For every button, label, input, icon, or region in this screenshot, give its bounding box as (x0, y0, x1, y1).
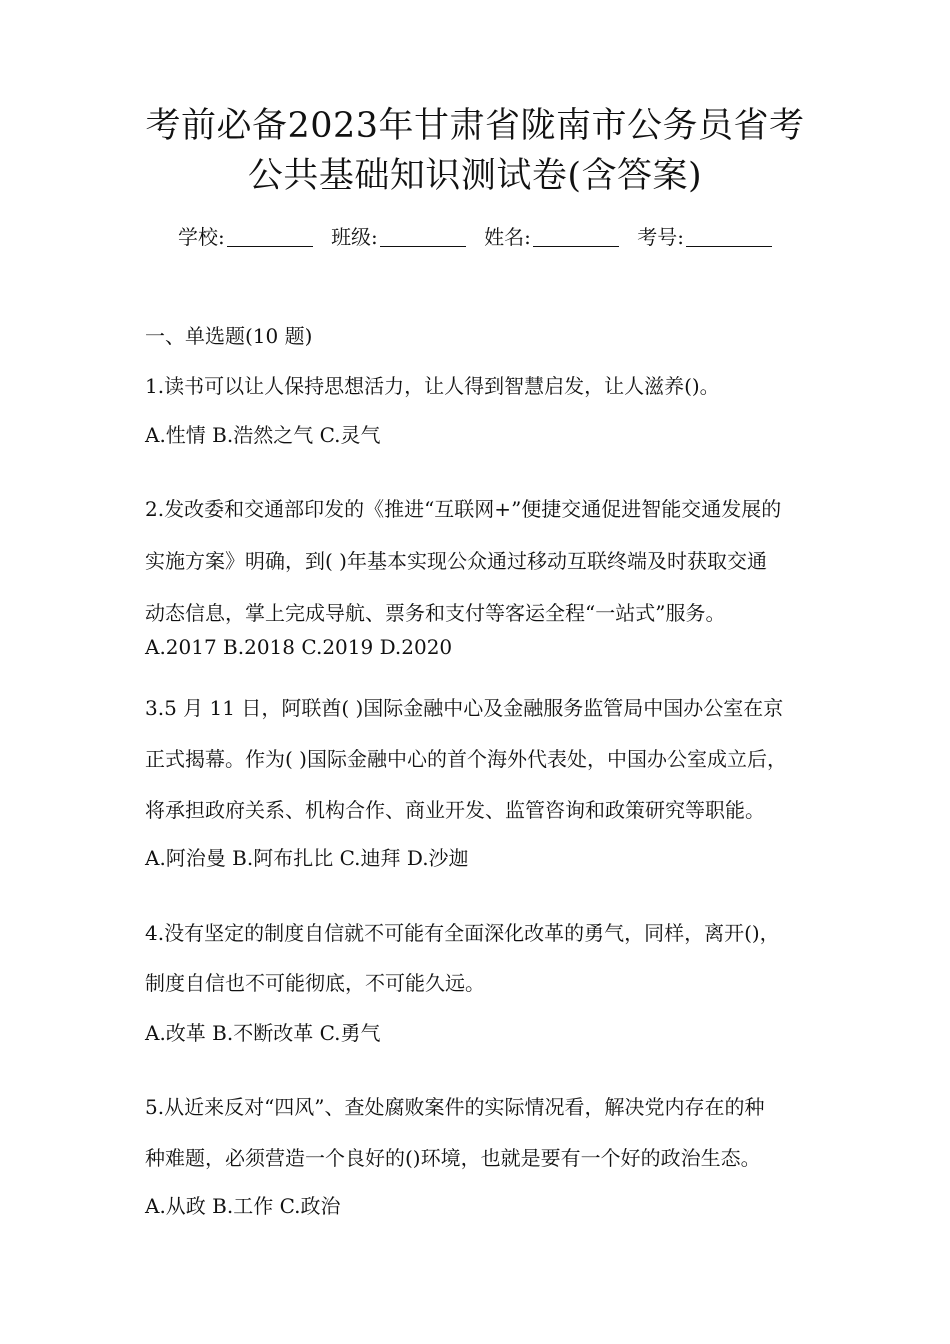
exam-number-blank (686, 226, 772, 247)
question-3-line-2: 正式揭幕。作为( )国际金融中心的首个海外代表处，中国办公室成立后， (145, 747, 787, 771)
question-3-line-3: 将承担政府关系、机构合作、商业开发、监管咨询和政策研究等职能。 (145, 798, 765, 822)
student-info-row (0, 224, 950, 250)
question-5-line-2: 种难题，必须营造一个良好的()环境，也就是要有一个好的政治生态。 (145, 1146, 761, 1170)
question-1-options: A.性情 B.浩然之气 C.灵气 (145, 423, 381, 447)
question-5-options: A.从政 B.工作 C.政治 (145, 1194, 341, 1218)
question-4-line-2: 制度自信也不可能彻底，不可能久远。 (145, 971, 485, 995)
question-3-line-1: 3.5 月 11 日，阿联酋( )国际金融中心及金融服务监管局中国办公室在京 (145, 696, 784, 720)
school-label: 学校: (177, 225, 225, 249)
name-label: 姓名: (484, 225, 531, 249)
question-2-line-2: 实施方案》明确，到( )年基本实现公众通过移动互联终端及时获取交通 (145, 549, 767, 573)
school-field (178, 225, 313, 249)
name-blank (533, 226, 619, 247)
question-2-line-3: 动态信息，掌上完成导航、票务和支付等客运全程“一站式”服务。 (145, 601, 726, 625)
exam-number-label: 考号: (637, 225, 685, 249)
title-line-1: 考前必备2023年甘肃省陇南市公务员省考 (145, 106, 805, 146)
question-3-options: A.阿治曼 B.阿布扎比 C.迪拜 D.沙迦 (145, 846, 469, 870)
class-field (331, 225, 466, 249)
school-blank (227, 226, 313, 247)
question-2-line-1: 2.发改委和交通部印发的《推进“互联网+”便捷交通促进智能交通发展的 (145, 497, 782, 521)
class-label: 班级: (331, 225, 378, 249)
question-4-line-1: 4.没有坚定的制度自信就不可能有全面深化改革的勇气，同样，离开()， (145, 921, 780, 945)
question-4-options: A.改革 B.不断改革 C.勇气 (145, 1021, 381, 1045)
question-1-line-1: 1.读书可以让人保持思想活力，让人得到智慧启发，让人滋养()。 (145, 374, 720, 398)
section-heading: 一、单选题(10 题) (145, 324, 313, 348)
exam-number-field (637, 225, 772, 249)
class-blank (380, 226, 466, 247)
question-2-options: A.2017 B.2018 C.2019 D.2020 (145, 635, 453, 659)
question-5-line-1: 5.从近来反对“四风”、查处腐败案件的实际情况看，解决党内存在的种 (145, 1095, 765, 1119)
name-field (484, 225, 619, 249)
title-line-2: 公共基础知识测试卷(含答案) (247, 156, 703, 196)
